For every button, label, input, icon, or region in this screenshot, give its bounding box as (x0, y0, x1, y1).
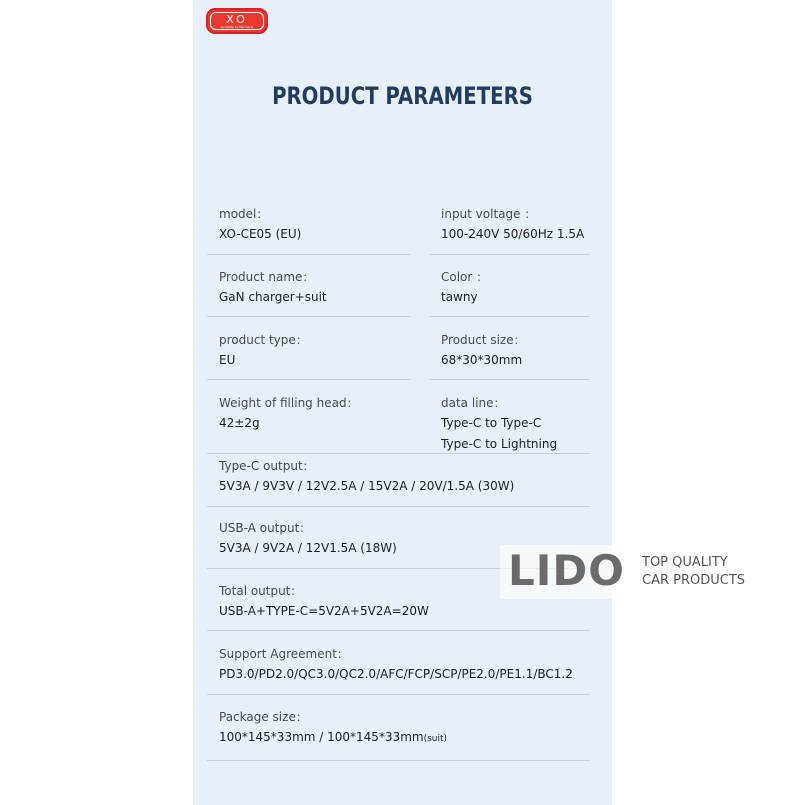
xo-logo (206, 8, 268, 34)
product-type-value: EU (219, 353, 236, 367)
data-line-value-1: Type-C to Type-C (441, 416, 542, 430)
weight-value: 42±2g (219, 416, 260, 430)
input-voltage-value: 100-240V 50/60Hz 1.5A (441, 227, 585, 241)
package-size-suffix: (suit) (423, 734, 448, 744)
logo-tagline: Lumplite Le Mermerly (220, 24, 254, 29)
package-size-main: 100*145*33mm / 100*145*33mm (219, 730, 424, 744)
page-title: PRODUCT PARAMETERS (272, 82, 533, 110)
divider (430, 316, 589, 317)
input-voltage-label: input voltage ： (441, 207, 537, 221)
usba-output-value: 5V3A / 9V2A / 12V1.5A (18W) (219, 541, 397, 555)
product-type-label: product type： (219, 333, 308, 347)
model-value: XO-CE05 (EU) (219, 227, 302, 241)
divider (207, 254, 410, 255)
divider (207, 630, 589, 631)
color-label: Color ： (441, 270, 489, 284)
package-size-value (219, 730, 447, 744)
watermark-line-1: TOP QUALITY (642, 555, 728, 570)
watermark-line-2: CAR PRODUCTS (642, 573, 746, 588)
divider (207, 316, 410, 317)
divider (430, 254, 589, 255)
product-size-value: 68*30*30mm (441, 353, 523, 367)
product-size-label: Product size： (441, 333, 526, 347)
divider (207, 379, 410, 380)
divider (207, 760, 589, 761)
typec-output-label: Type-C output： (219, 459, 315, 473)
model-label: model： (219, 207, 269, 221)
usba-output-label: USB-A output： (219, 521, 312, 535)
watermark-brand: LIDO (508, 546, 625, 595)
package-size-label: Package size： (219, 710, 308, 724)
total-output-label: Total output： (219, 584, 303, 598)
product-name-label: Product name： (219, 270, 315, 284)
weight-label: Weight of filling head： (219, 396, 359, 410)
data-line-value-2: Type-C to Lightning (441, 437, 558, 451)
support-agreement-label: Support Agreement： (219, 647, 349, 661)
support-agreement-value: PD3.0/PD2.0/QC3.0/QC2.0/AFC/FCP/SCP/PE2.0/PE1.1/BC1.2 (219, 667, 573, 681)
divider (207, 506, 589, 507)
typec-output-value: 5V3A / 9V3V / 12V2.5A / 15V2A / 20V/1.5A (30W) (219, 479, 515, 493)
divider (207, 453, 589, 454)
logo-text: XO (226, 12, 248, 26)
divider (430, 379, 589, 380)
divider (207, 694, 589, 695)
product-name-value: GaN charger+suit (219, 290, 327, 304)
color-value: tawny (441, 290, 478, 304)
data-line-label: data line： (441, 396, 506, 410)
total-output-value: USB-A+TYPE-C=5V2A+5V2A=20W (219, 604, 429, 618)
